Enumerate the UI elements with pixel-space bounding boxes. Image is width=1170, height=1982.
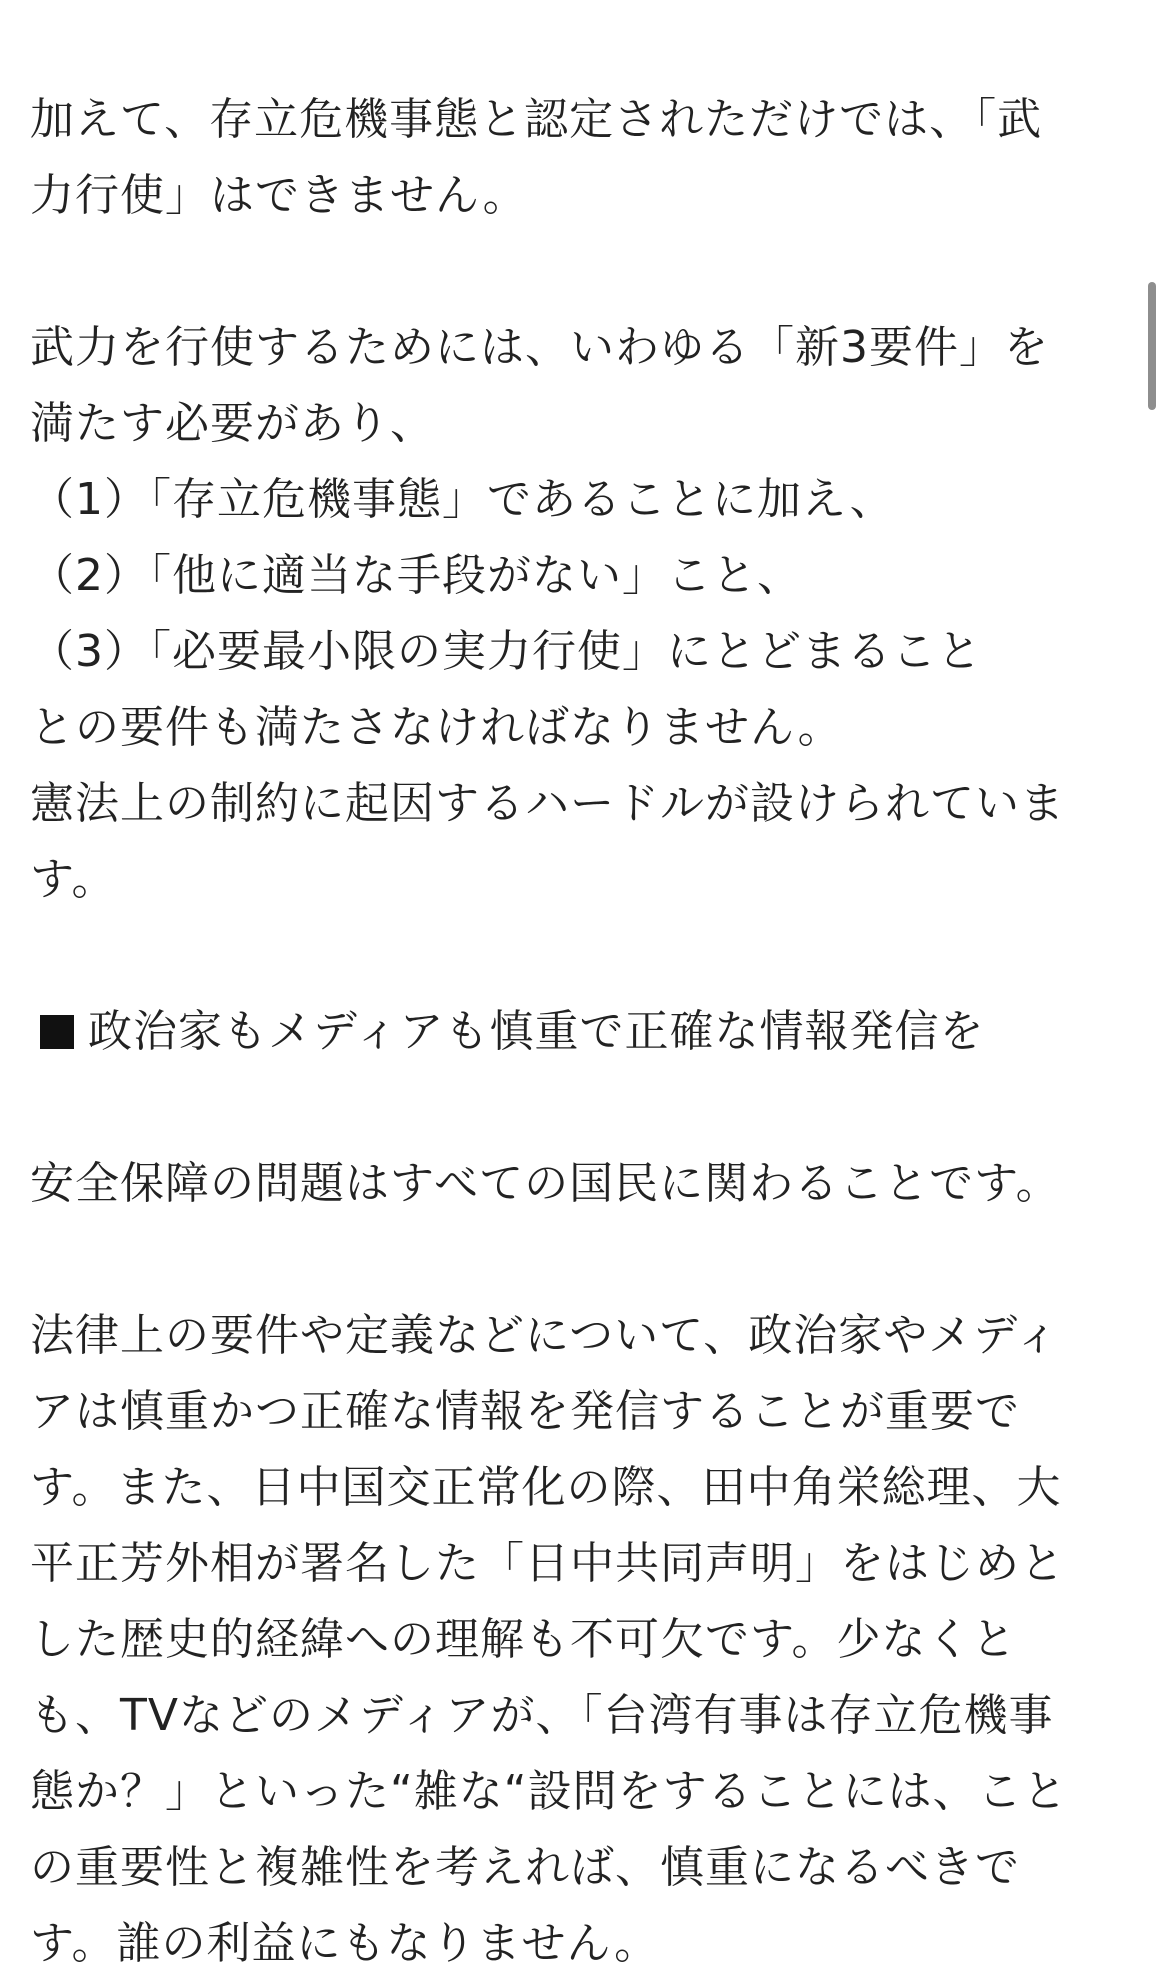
section-heading-text: 政治家もメディアも慎重で正確な情報発信を — [88, 1006, 985, 1057]
paragraph-gap — [30, 918, 1130, 994]
section-heading — [30, 994, 1130, 1070]
black-square-icon — [40, 1015, 74, 1049]
text-line: 加えて、存立危機事態と認定されただけでは、「武 — [30, 94, 1043, 145]
text-line: アは慎重かつ正確な情報を発信することが重要で — [30, 1386, 1020, 1437]
article-body — [30, 82, 1130, 1982]
text-line: 憲法上の制約に起因するハードルが設けられていま — [30, 778, 1065, 829]
text-line: との要件も満たさなければなりません。 — [30, 702, 843, 753]
text-line: 態か？」といった“雑な“設問をすることには、こと — [30, 1766, 1068, 1817]
text-line: も、TVなどのメディアが、「台湾有事は存立危機事 — [30, 1690, 1054, 1741]
text-line: す。また、日中国交正常化の際、田中角栄総理、大 — [30, 1462, 1062, 1513]
text-line: 満たす必要があり、 — [30, 398, 435, 449]
paragraph-gap — [30, 1222, 1130, 1298]
text-line: 安全保障の問題はすべての国民に関わることです。 — [30, 1158, 1061, 1209]
text-line: 法律上の要件や定義などについて、政治家やメディ — [30, 1310, 1060, 1361]
paragraph-gap — [30, 234, 1130, 310]
text-line: の重要性と複雑性を考えれば、慎重になるべきで — [30, 1842, 1020, 1893]
text-line: 武力を行使するためには、いわゆる「新3要件」を — [30, 322, 1049, 373]
text-line: した歴史的経緯への理解も不可欠です。少なくと — [30, 1614, 1017, 1665]
text-line: 平正芳外相が署名した「日中共同声明」をはじめと — [30, 1538, 1065, 1589]
vertical-scrollbar[interactable] — [1148, 282, 1156, 410]
paragraph-gap — [30, 1070, 1130, 1146]
text-line: す。誰の利益にもなりません。 — [30, 1918, 660, 1969]
text-line: す。 — [30, 854, 117, 905]
text-line: （3）「必要最小限の実力行使」にとどまること — [30, 626, 982, 677]
text-line: （2）「他に適当な手段がない」こと、 — [30, 550, 802, 601]
text-line: （1）「存立危機事態」であることに加え、 — [30, 474, 895, 525]
text-line: 力行使」はできません。 — [30, 170, 528, 221]
